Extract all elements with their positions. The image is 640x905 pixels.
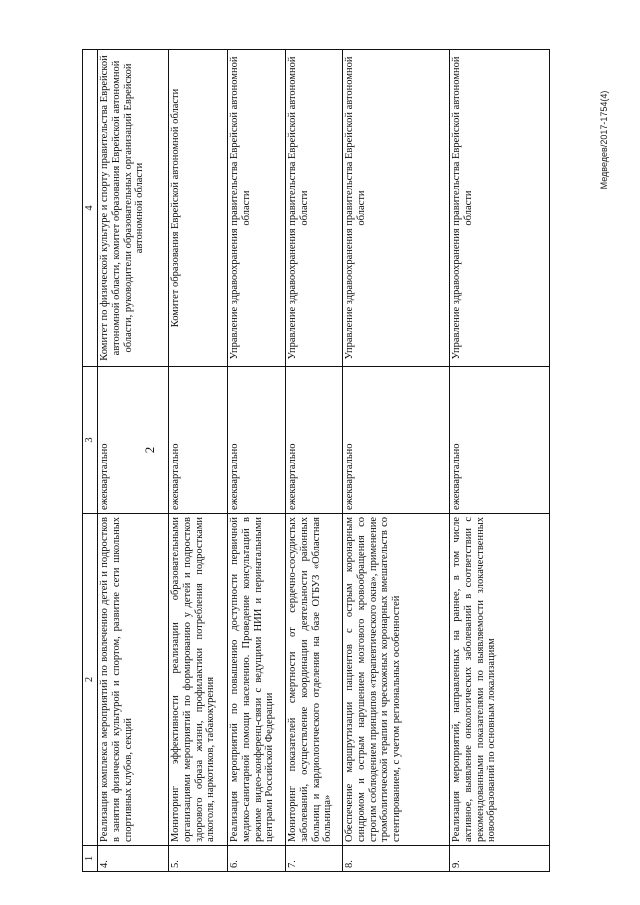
row-number: 4. [98, 846, 169, 872]
table-header-row [83, 50, 98, 872]
table-row [228, 50, 286, 872]
measure-text: Реализация мероприятий по повышению доступности первичной медико-санитарной помощи населению. Проведение консультаций в режиме видео-конференц-связи с ведущими НИИ и перинатальными центрами Российской Федерации [228, 514, 286, 846]
frequency: ежеквартально [169, 367, 228, 514]
document-id: Медведев/2017-1754(4) [599, 90, 609, 190]
measures-table-container [82, 50, 550, 872]
table-row [169, 50, 228, 872]
table-row [286, 50, 343, 872]
header-col-2: 2 [83, 514, 98, 846]
measure-text: Реализация мероприятий, направленных на раннее, в том числе активное, выявление онкологических заболеваний в соответствии с рекомендованными показателями по выявляемости злокачественных новообразований по основным локализациям [450, 514, 550, 846]
measure-text: Мониторинг показателей смертности от сердечно-сосудистых заболеваний, осуществление координации деятельности районных больниц и кардиологического отделения на базе ОГБУЗ «Областная больница» [286, 514, 343, 846]
row-number: 5. [169, 846, 228, 872]
responsible: Управление здравоохранения правительства Еврейской автономной области [228, 50, 286, 367]
frequency: ежеквартально [228, 367, 286, 514]
row-number: 7. [286, 846, 343, 872]
table-row [98, 50, 169, 872]
frequency: ежеквартально [98, 367, 169, 514]
frequency: ежеквартально [286, 367, 343, 514]
responsible: Управление здравоохранения правительства Еврейской автономной области [450, 50, 550, 367]
table-row [343, 50, 450, 872]
measure-text: Обеспечение маршрутизации пациентов с острым коронарным синдромом и острым нарушением мозгового кровообращения со строгим соблюдением принципов «терапевтического окна», применение тромболитической терапии и чрескожных коронарных вмешательств со стентированием, с учетом региональных особенностей [343, 514, 450, 846]
measures-table [82, 49, 550, 872]
table-row [450, 50, 550, 872]
measure-text: Реализация комплекса мероприятий по вовлечению детей и подростков в занятия физической культурой и спортом, развитие сети школьных спортивных клубов, секций [98, 514, 169, 846]
row-number: 9. [450, 846, 550, 872]
header-col-3: 3 [83, 367, 98, 514]
responsible: Комитет образования Еврейской автономной области [169, 50, 228, 367]
header-col-4: 4 [83, 50, 98, 367]
page-number: 2 [142, 446, 157, 454]
row-number: 6. [228, 846, 286, 872]
frequency: ежеквартально [450, 367, 550, 514]
frequency: ежеквартально [343, 367, 450, 514]
responsible: Управление здравоохранения правительства Еврейской автономной области [286, 50, 343, 367]
responsible: Комитет по физической культуре и спорту правительства Еврейской автономной области, комитет образования Еврейской автономной области, руководители образовательных организаций Еврейской автономной области [98, 50, 169, 367]
row-number: 8. [343, 846, 450, 872]
responsible: Управление здравоохранения правительства Еврейской автономной области [343, 50, 450, 367]
measure-text: Мониторинг эффективности реализации образовательными организациями мероприятий по формированию у детей и подростков здорового образа жизни, профилактики потребления подростками алкоголя, наркотиков, табакокурения [169, 514, 228, 846]
header-col-1: 1 [83, 846, 98, 872]
